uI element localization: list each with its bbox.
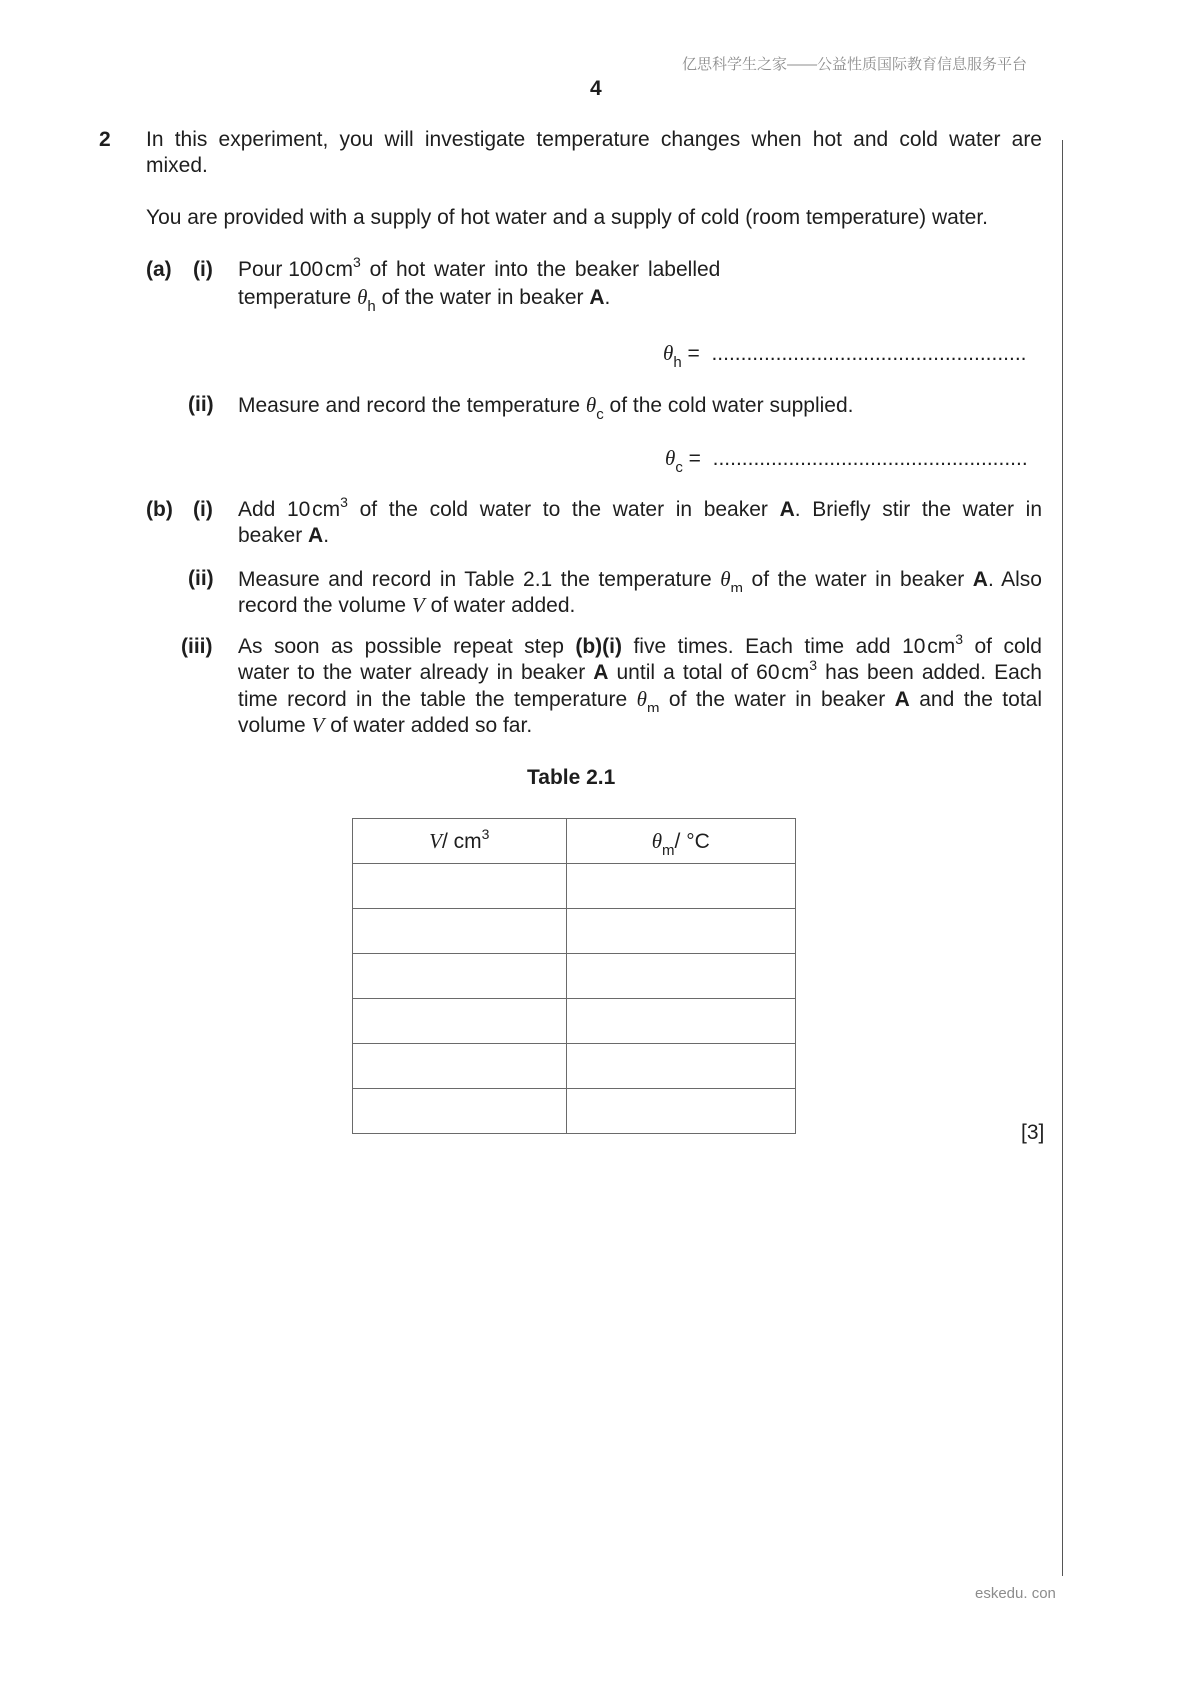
part-b-i-line1: Add 10 $cm^3$ of the cold water to the water in beaker A. Briefly stir the water in	[238, 497, 1042, 521]
volume-cell[interactable]	[353, 999, 567, 1044]
part-b-iii-line1: As soon as possible repeat step (b)(i) five times. Each time add 10 $cm^3$ of cold	[238, 634, 1042, 658]
volume-cell[interactable]	[353, 864, 567, 909]
marks-allocation: [3]	[1021, 1121, 1045, 1144]
part-a-i-label: (i)	[193, 258, 213, 281]
intro-line-2: mixed.	[146, 154, 208, 177]
part-b-label: (b)	[146, 498, 173, 521]
volume-cell[interactable]	[353, 954, 567, 999]
part-b-i-label: (i)	[193, 498, 213, 521]
part-b-iii-label: (iii)	[181, 635, 213, 658]
results-table	[352, 818, 796, 1134]
part-a-ii-label: (ii)	[188, 393, 214, 416]
table-row	[353, 909, 796, 954]
header-site-note: 亿思科学生之家——公益性质国际教育信息服务平台	[682, 56, 1028, 73]
temperature-cell[interactable]	[566, 1089, 795, 1134]
temperature-cell[interactable]	[566, 909, 795, 954]
footer-site: eskedu. con	[975, 1585, 1056, 1602]
margin-rule	[1062, 140, 1063, 1576]
table-row	[353, 864, 796, 909]
part-a-label: (a)	[146, 258, 172, 281]
part-a-i-line1: Pour 100 $cm^3$ of hot water into the beaker labelled	[238, 254, 721, 281]
part-b-iii-line3: time record in the table the temperature $\theta_m$ of the water in beaker A and the total	[238, 687, 1042, 712]
temperature-cell[interactable]	[566, 954, 795, 999]
temperature-cell[interactable]	[566, 999, 795, 1044]
table-header-row	[353, 819, 796, 864]
volume-cell[interactable]	[353, 1089, 567, 1134]
theta-h-answer-line[interactable]: $\theta_h$ = ......................................................	[663, 341, 1027, 371]
part-b-ii-label: (ii)	[188, 567, 214, 590]
part-b-i-line2: beaker A.	[238, 524, 330, 547]
part-b-ii-line1: Measure and record in Table 2.1 the temperature $\theta_m$ of the water in beaker A. Also	[238, 567, 1042, 592]
page-number: 4	[590, 77, 602, 100]
temperature-cell[interactable]	[566, 864, 795, 909]
table-row	[353, 1044, 796, 1089]
table-caption: Table 2.1	[527, 766, 616, 789]
table-row	[353, 1089, 796, 1134]
part-b-iii-line4: volume V of water added so far.	[238, 713, 533, 737]
part-a-i-line2: temperature $\theta_h$ of the water in beaker A.	[238, 285, 611, 315]
table-row	[353, 999, 796, 1044]
col-header-volume: V/ $cm^3$	[353, 819, 567, 864]
provided-statement: You are provided with a supply of hot water and a supply of cold (room temperature) water.	[146, 206, 989, 229]
part-a-ii-text: Measure and record the temperature $\theta_c$ of the cold water supplied.	[238, 393, 854, 423]
col-header-temperature: $\theta_m/$ °C	[566, 819, 795, 864]
temperature-cell[interactable]	[566, 1044, 795, 1089]
part-b-iii-line2: water to the water already in beaker A until a total of 60 $cm^3$ has been added. Each	[238, 660, 1042, 684]
theta-c-answer-line[interactable]: $\theta_c$ = ......................................................	[665, 446, 1028, 476]
question-number: 2	[99, 128, 111, 151]
volume-cell[interactable]	[353, 909, 567, 954]
volume-cell[interactable]	[353, 1044, 567, 1089]
part-b-ii-line2: record the volume V of water added.	[238, 593, 576, 617]
intro-line-1: In this experiment, you will investigate temperature changes when hot and cold water are	[146, 128, 1042, 151]
table-row	[353, 954, 796, 999]
